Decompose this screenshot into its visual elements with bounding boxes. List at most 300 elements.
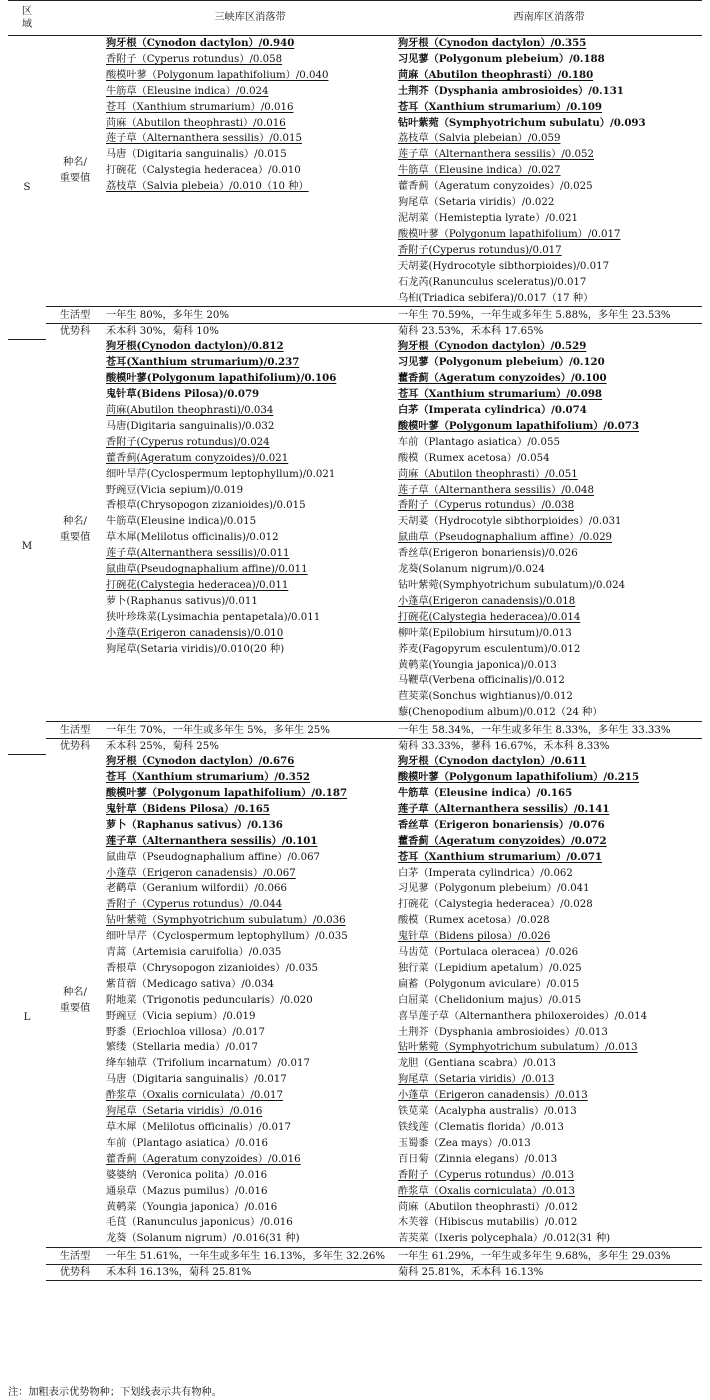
southwest-species-entry (398, 1056, 702, 1072)
southwest-species-entry (398, 451, 702, 467)
three-gorges-species-entry (106, 100, 396, 116)
species-entry-text: 细叶旱芹(Cyclospermum leptophyllum)/0.021 (106, 468, 336, 480)
species-entry-text: 狗牙根(Cynodon dactylon)/0.812 (106, 340, 284, 353)
table-header-row (8, 1, 702, 36)
species-entry-text: 荞麦(Fagopyrum esculentum)/0.012 (398, 643, 581, 655)
species-entry-text: 藿香蓟（Ageratum conyzoides）/0.100 (398, 372, 607, 385)
southwest-species-entry (398, 530, 702, 546)
three-gorges-species-entry (106, 1215, 396, 1231)
three-gorges-species-entry (106, 387, 396, 403)
southwest-species-entry (398, 658, 702, 674)
southwest-species-entry (398, 211, 702, 227)
three-gorges-species-entry (106, 786, 396, 802)
species-entry-text: 莲子草（Alternanthera sessilis）/0.101 (106, 834, 318, 847)
species-entry-text: 苘麻（Abutilon theophrasti）/0.051 (398, 468, 578, 480)
southwest-species-entry (398, 802, 702, 818)
southwest-species-entry (398, 945, 702, 961)
species-entry-text: 木芙蓉（Hibiscus mutabilis）/0.012 (398, 1217, 578, 1229)
species-entry-text: 狗尾草（Setaria viridis）/0.022 (398, 197, 555, 209)
species-entry-text: 车前（Plantago asiatica）/0.055 (398, 436, 560, 448)
species-entry-text: 习见蓼（Polygonum plebeium）/0.041 (398, 883, 590, 895)
species-entry-text: 萝卜(Raphanus sativus)/0.011 (106, 595, 258, 607)
southwest-species-entry (398, 897, 702, 913)
southwest-species-entry (398, 562, 702, 578)
southwest-species-entry (398, 1040, 702, 1056)
southwest-species-entry (398, 498, 702, 514)
three-gorges-species-entry (106, 451, 396, 467)
species-entry-text: 苘麻（Abutilon theophrasti）/0.180 (398, 68, 594, 81)
species-entry-text: 香丝草（Erigeron bonariensis）/0.076 (398, 818, 605, 831)
southwest-species-entry (398, 1009, 702, 1025)
southwest-species-entry (398, 483, 702, 499)
species-entry-text: 苦荬菜（Ixeris polycephala）/0.012(31 种) (398, 1233, 611, 1245)
species-entry-text: 白茅（Imperata cylindrica）/0.062 (398, 867, 573, 879)
southwest-species-entry (398, 850, 702, 866)
species-entry-text: 马唐（Digitaria sanguinalis）/0.017 (106, 1074, 287, 1086)
three-gorges-species-entry (106, 371, 396, 387)
region-header-text: 区 域 (21, 6, 33, 30)
species-entry-text: 莲子草（Alternanthera sessilis）/0.048 (398, 484, 594, 496)
species-entry-text: 莲子草（Alternanthera sessilis）/0.052 (398, 149, 594, 161)
three-gorges-species-entry (106, 1025, 396, 1041)
three-gorges-species-entry (106, 1231, 396, 1247)
species-entry-text: 酢浆草（Oxalis corniculata）/0.017 (106, 1090, 283, 1102)
three-gorges-species-entry (106, 339, 396, 355)
southwest-species-entry (398, 866, 702, 882)
species-entry-text: 土荆芥（Dysphania ambrosioides）/0.013 (398, 1026, 608, 1038)
three-gorges-species-entry (106, 514, 396, 530)
species-entry-text: 习见蓼（Polygonum plebeium）/0.120 (398, 356, 605, 369)
three-gorges-species-entry (106, 1184, 396, 1200)
species-label: 种名/ 重要值 (59, 986, 91, 1014)
zone-s-species-row (8, 36, 702, 307)
species-entry-text: 打碗花(Calystegia hederacea)/0.014 (398, 611, 581, 623)
southwest-species-entry (398, 1104, 702, 1120)
southwest-species-entry (398, 594, 702, 610)
three-gorges-species-entry (106, 562, 396, 578)
species-entry-text: 柳叶菜(Epilobium hirsutum)/0.013 (398, 627, 572, 639)
species-entry-text: 钻叶紫菀（Symphyotrichum subulatum）/0.013 (398, 1042, 638, 1054)
three-gorges-species-entry (106, 52, 396, 68)
species-entry-text: 酸模叶蓼（Polygonum lapathifolium）/0.017 (398, 228, 621, 240)
southwest-species-entry (398, 689, 702, 705)
southwest-species-entry (398, 275, 702, 291)
species-entry-text: 荔枝草（Salvia plebeia）/0.010（10 种） (106, 181, 309, 193)
three-gorges-species-entry (106, 770, 396, 786)
species-entry-text: 狗牙根（Cynodon dactylon）/0.529 (398, 340, 587, 353)
species-entry-text: 酸模叶蓼（Polygonum lapathifolium）/0.073 (398, 419, 640, 432)
three-gorges-species-entry (106, 530, 396, 546)
species-table-sheet (8, 0, 702, 1281)
zone-l-three-gorges-life-form: 一年生 51.61%，一年生或多年生 16.13%，多年生 32.26% (104, 1248, 396, 1265)
species-entry-text: 青蒿（Artemisia caruifolia）/0.035 (106, 947, 282, 959)
zone-m-life-form-row (8, 722, 702, 739)
southwest-species-entry (398, 419, 702, 435)
zone-l-species-row (8, 754, 702, 1248)
three-gorges-species-entry (106, 754, 396, 770)
life-form-label: 生活型 (46, 1248, 104, 1265)
species-entry-text: 野豌豆（Vicia sepium）/0.019 (106, 1010, 256, 1022)
three-gorges-species-entry (106, 1152, 396, 1168)
southwest-species-entry (398, 387, 702, 403)
southwest-species-entry (398, 610, 702, 626)
three-gorges-species-entry (106, 1136, 396, 1152)
species-entry-text: 百日菊（Zinnia elegans）/0.013 (398, 1153, 558, 1165)
species-entry-text: 荔枝草（Salvia plebeian）/0.059 (398, 133, 561, 145)
species-entry-text: 香根草(Chrysopogon zizanioides)/0.015 (106, 500, 306, 512)
southwest-species-entry (398, 100, 702, 116)
southwest-species-entry (398, 1231, 702, 1247)
southwest-species-entry (398, 116, 702, 132)
southwest-species-entry (398, 881, 702, 897)
species-entry-text: 野黍（Eriochloa villosa）/0.017 (106, 1026, 265, 1038)
southwest-species-entry (398, 913, 702, 929)
three-gorges-species-entry (106, 594, 396, 610)
species-entry-text: 藜(Chenopodium album)/0.012（24 种） (398, 707, 603, 719)
species-entry-text: 鬼针草（Bidens pilosa）/0.026 (398, 931, 551, 943)
three-gorges-species-entry (106, 913, 396, 929)
species-entry-text: 酢浆草（Oxalis corniculata）/0.013 (398, 1185, 575, 1197)
southwest-species-entry (398, 291, 702, 307)
southwest-species-entry (398, 1072, 702, 1088)
species-entry-text: 藿香蓟(Ageratum conyzoides)/0.021 (106, 452, 289, 464)
species-entry-text: 龙胆（Gentiana scabra）/0.013 (398, 1058, 556, 1070)
southwest-species-entry (398, 993, 702, 1009)
zone-l-southwest-dominant: 菊科 25.81%，禾本科 16.13% (396, 1265, 702, 1281)
three-gorges-species-entry (106, 945, 396, 961)
species-entry-text: 鬼针草(Bidens Pilosa)/0.079 (106, 388, 260, 401)
southwest-species-entry (398, 84, 702, 100)
species-entry-text: 酸模叶蓼（Polygonum lapathifolium）/0.215 (398, 771, 640, 784)
species-entry-text: 天胡荽（Hydrocotyle sibthorpioides）/0.031 (398, 516, 622, 528)
species-entry-text: 莲子草(Alternanthera sessilis)/0.011 (106, 548, 290, 560)
species-entry-text: 酸模（Rumex acetosa）/0.028 (398, 915, 550, 927)
southwest-species-entry (398, 355, 702, 371)
three-gorges-species-entry (106, 818, 396, 834)
species-entry-text: 白屈菜（Chelidonium majus）/0.015 (398, 994, 582, 1006)
species-entry-text: 玉蜀黍（Zea mays）/0.013 (398, 1137, 531, 1149)
three-gorges-species-entry (106, 866, 396, 882)
header-spacer (46, 1, 104, 36)
southwest-species-entry (398, 52, 702, 68)
species-entry-text: 小蓬草（Erigeron canadensis）/0.067 (106, 867, 296, 879)
species-entry-text: 酸模叶蓼(Polygonum lapathifolium)/0.106 (106, 372, 337, 385)
species-label: 种名/ 重要值 (59, 516, 91, 544)
species-entry-text: 小蓬草（Erigeron canadensis）/0.013 (398, 1090, 588, 1102)
region-header (8, 1, 46, 36)
southwest-species-entry (398, 1025, 702, 1041)
southwest-species-entry (398, 147, 702, 163)
southwest-species-entry (398, 1200, 702, 1216)
southwest-species-entry (398, 163, 702, 179)
three-gorges-species-entry (106, 626, 396, 642)
southwest-species-entry (398, 626, 702, 642)
species-entry-text: 狭叶珍珠菜(Lysimachia pentapetala)/0.011 (106, 611, 321, 623)
species-entry-text: 鼠曲草（Pseudognaphalium affine）/0.067 (106, 851, 321, 863)
species-entry-text: 莲子草（Alternanthera sessilis）/0.141 (398, 802, 610, 815)
southwest-species-entry (398, 1168, 702, 1184)
three-gorges-species-entry (106, 163, 396, 179)
species-table (8, 0, 702, 1281)
southwest-species-entry (398, 786, 702, 802)
species-entry-text: 铁线莲（Clematis florida）/0.013 (398, 1122, 564, 1133)
dominant-family-label: 优势科 (46, 739, 104, 755)
species-entry-text: 苍耳（Xanthium strumarium）/0.109 (398, 100, 603, 113)
species-entry-text: 苍耳（Xanthium strumarium）/0.352 (106, 771, 311, 784)
species-entry-text: 钻叶紫菀（Symphyotrichum subulatu）/0.093 (398, 116, 646, 129)
three-gorges-species-entry (106, 610, 396, 626)
species-entry-text: 天胡荽(Hydrocotyle sibthorpioides)/0.017 (398, 260, 610, 272)
zone-l-three-gorges-dominant: 禾本科 16.13%，菊科 25.81% (104, 1265, 396, 1281)
three-gorges-species-entry (106, 498, 396, 514)
species-entry-text: 苘麻（Abutilon theophrasti）/0.016 (106, 117, 286, 129)
zone-l-southwest-species (396, 754, 702, 1248)
three-gorges-species-entry (106, 131, 396, 147)
zone-m-three-gorges-life-form: 一年生 70%，一年生或多年生 5%，多年生 25% (104, 722, 396, 739)
southwest-species-entry (398, 578, 702, 594)
species-entry-text: 藿香蓟（Ageratum conyzoides）/0.025 (398, 181, 593, 193)
species-entry-text: 鬼针草（Bidens Pilosa）/0.165 (106, 802, 270, 815)
southwest-species-entry (398, 243, 702, 259)
southwest-species-entry (398, 705, 702, 721)
three-gorges-species-entry (106, 483, 396, 499)
species-entry-text: 白茅（Imperata cylindrica）/0.074 (398, 404, 587, 417)
three-gorges-species-entry (106, 578, 396, 594)
southwest-species-entry (398, 673, 702, 689)
species-entry-text: 牛筋草（Eleusine indica）/0.027 (398, 165, 561, 177)
column-header-southwest: 西南库区消落带 (396, 1, 702, 36)
zone-label-s: S (23, 181, 31, 193)
three-gorges-species-entry (106, 419, 396, 435)
three-gorges-species-entry (106, 929, 396, 945)
southwest-species-entry (398, 68, 702, 84)
southwest-species-entry (398, 36, 702, 52)
three-gorges-species-entry (106, 802, 396, 818)
species-entry-text: 苍耳（Xanthium strumarium）/0.016 (106, 101, 294, 113)
species-entry-text: 鼠曲草(Pseudognaphalium affine)/0.011 (106, 564, 308, 576)
life-form-label: 生活型 (46, 722, 104, 739)
species-entry-text: 龙葵（Solanum nigrum）/0.016(31 种) (106, 1233, 300, 1245)
southwest-species-entry (398, 1088, 702, 1104)
species-entry-text: 香根草（Chrysopogon zizanioides）/0.035 (106, 962, 319, 974)
species-entry-text: 酸模叶蓼（Polygonum lapathifolium）/0.040 (106, 69, 329, 81)
species-entry-text: 细叶旱芹（Cyclospermum leptophyllum）/0.035 (106, 931, 348, 943)
southwest-species-entry (398, 179, 702, 195)
species-entry-text: 草木犀（Melilotus officinalis）/0.017 (106, 1122, 291, 1133)
zone-s-southwest-life-form: 一年生 70.59%，一年生或多年生 5.88%，多年生 23.53% (396, 307, 702, 324)
zone-m-southwest-dominant: 菊科 33.33%，蓼科 16.67%，禾本科 8.33% (396, 739, 702, 755)
species-entry-text: 通泉草（Mazus pumilus）/0.016 (106, 1185, 268, 1197)
species-entry-text: 马唐（Digitaria sanguinalis）/0.015 (106, 149, 287, 161)
three-gorges-species-entry (106, 116, 396, 132)
species-entry-text: 香丝草(Erigeron bonariensis)/0.026 (398, 548, 578, 560)
species-entry-text: 附地菜（Trigonotis peduncularis）/0.020 (106, 994, 313, 1006)
species-entry-text: 打碗花(Calystegia hederacea)/0.011 (106, 580, 289, 591)
zone-m-dominant-family-row (8, 739, 702, 755)
three-gorges-species-entry (106, 1168, 396, 1184)
three-gorges-species-entry (106, 850, 396, 866)
southwest-species-entry (398, 371, 702, 387)
zone-l-southwest-life-form: 一年生 61.29%，一年生或多年生 9.68%，多年生 29.03% (396, 1248, 702, 1265)
life-form-label: 生活型 (46, 307, 104, 324)
southwest-species-entry (398, 1120, 702, 1136)
species-entry-text: 野豌豆(Vicia sepium)/0.019 (106, 484, 244, 496)
species-entry-text: 莲子草（Alternanthera sessilis）/0.015 (106, 133, 302, 145)
three-gorges-species-entry (106, 1104, 396, 1120)
zone-m-three-gorges-species (104, 339, 396, 721)
zone-label-l: L (8, 754, 46, 1281)
three-gorges-species-entry (106, 1088, 396, 1104)
species-entry-text: 龙葵(Solanum nigrum)/0.024 (398, 564, 545, 576)
species-entry-text: 香附子(Cyperus rotundus)/0.024 (106, 436, 270, 448)
southwest-species-entry (398, 642, 702, 658)
three-gorges-species-entry (106, 1009, 396, 1025)
species-entry-text: 苍耳（Xanthium strumarium）/0.098 (398, 388, 603, 401)
species-entry-text: 泥胡菜（Hemisteptia lyrate）/0.021 (398, 212, 578, 224)
three-gorges-species-entry (106, 1120, 396, 1136)
species-entry-text: 藿香蓟（Ageratum conyzoides）/0.072 (398, 834, 607, 847)
species-entry-text: 苍耳(Xanthium strumarium)/0.237 (106, 356, 300, 369)
species-entry-text: 钻叶紫菀(Symphyotrichum subulatum)/0.024 (398, 580, 626, 591)
zone-s-southwest-dominant: 菊科 23.53%，禾本科 17.65% (396, 324, 702, 340)
species-entry-text: 酸模叶蓼（Polygonum lapathifolium）/0.187 (106, 786, 348, 799)
southwest-species-entry (398, 818, 702, 834)
southwest-species-entry (398, 977, 702, 993)
zone-m-three-gorges-dominant: 禾本科 25%，菊科 25% (104, 739, 396, 755)
southwest-species-entry (398, 259, 702, 275)
species-entry-text: 喜旱莲子草（Alternanthera philoxeroides）/0.014 (398, 1010, 648, 1022)
three-gorges-species-entry (106, 179, 396, 195)
southwest-species-entry (398, 514, 702, 530)
species-entry-text: 繁缕（Stellaria media）/0.017 (106, 1042, 259, 1054)
species-entry-text: 牛筋草（Eleusine indica）/0.165 (398, 786, 573, 799)
table-footnote: 注：加粗表示优势物种；下划线表示共有物种。 (8, 1387, 222, 1398)
column-header-three-gorges: 三峡库区消落带 (104, 1, 396, 36)
zone-l-three-gorges-species (104, 754, 396, 1248)
species-entry-text: 扁蓄（Polygonum aviculare）/0.015 (398, 978, 580, 990)
three-gorges-species-entry (106, 993, 396, 1009)
species-entry-text: 婆婆纳（Veronica polita）/0.016 (106, 1169, 268, 1181)
zone-s-southwest-species (396, 36, 702, 307)
southwest-species-entry (398, 227, 702, 243)
southwest-species-entry (398, 834, 702, 850)
species-entry-text: 黄鹌菜（Youngia japonica）/0.016 (106, 1201, 278, 1213)
species-entry-text: 打碗花（Calystegia hederacea）/0.028 (398, 899, 593, 911)
species-entry-text: 绛车轴草（Trifolium incarnatum）/0.017 (106, 1058, 310, 1070)
species-entry-text: 马唐(Digitaria sanguinalis)/0.032 (106, 420, 275, 432)
southwest-species-entry (398, 1184, 702, 1200)
zone-l-dominant-family-row (8, 1265, 702, 1281)
three-gorges-species-entry (106, 546, 396, 562)
southwest-species-entry (398, 131, 702, 147)
three-gorges-species-entry (106, 355, 396, 371)
dominant-family-label: 优势科 (46, 324, 104, 340)
southwest-species-entry (398, 195, 702, 211)
zone-s-three-gorges-dominant: 禾本科 30%，菊科 10% (104, 324, 396, 340)
zone-l-life-form-row (8, 1248, 702, 1265)
zone-m-southwest-species (396, 339, 702, 721)
southwest-species-entry (398, 929, 702, 945)
species-entry-text: 小蓬草(Erigeron canadensis)/0.010 (106, 627, 284, 639)
species-entry-text: 狗尾草（Setaria viridis）/0.016 (106, 1106, 263, 1118)
species-entry-text: 香附子（Cyperus rotundus）/0.058 (106, 53, 283, 65)
southwest-species-entry (398, 1136, 702, 1152)
southwest-species-entry (398, 403, 702, 419)
three-gorges-species-entry (106, 961, 396, 977)
species-entry-text: 铁苋菜（Acalypha australis）/0.013 (398, 1106, 577, 1118)
species-entry-text: 苍耳（Xanthium strumarium）/0.071 (398, 850, 603, 863)
southwest-species-entry (398, 546, 702, 562)
southwest-species-entry (398, 754, 702, 770)
species-entry-text: 牛筋草(Eleusine indica)/0.015 (106, 516, 257, 528)
species-entry-text: 香附子（Cyperus rotundus）/0.013 (398, 1169, 575, 1181)
three-gorges-species-entry (106, 467, 396, 483)
species-entry-text: 石龙芮(Ranunculus sceleratus)/0.017 (398, 276, 587, 288)
three-gorges-species-entry (106, 881, 396, 897)
species-entry-text: 老鹳草（Geranium wilfordii）/0.066 (106, 883, 287, 895)
species-entry-text: 狗牙根（Cynodon dactylon）/0.355 (398, 37, 587, 49)
southwest-species-entry (398, 339, 702, 355)
species-entry-text: 苘麻(Abutilon theophrasti)/0.034 (106, 405, 274, 417)
species-entry-text: 酸模（Rumex acetosa）/0.054 (398, 452, 550, 464)
zone-m-species-row (8, 339, 702, 721)
species-entry-text: 毛茛（Ranunculus japonicus）/0.016 (106, 1217, 293, 1229)
species-entry-text: 狗牙根（Cynodon dactylon）/0.611 (398, 755, 587, 768)
species-entry-text: 黄鹌菜(Youngia japonica)/0.013 (398, 659, 557, 671)
three-gorges-species-entry (106, 977, 396, 993)
southwest-species-entry (398, 467, 702, 483)
species-entry-text: 香附子(Cyperus rotundus)/0.017 (398, 244, 562, 256)
three-gorges-species-entry (106, 834, 396, 850)
three-gorges-species-entry (106, 403, 396, 419)
species-entry-text: 狗尾草(Setaria viridis)/0.010(20 种) (106, 643, 285, 655)
species-entry-text: 狗牙根（Cynodon dactylon）/0.940 (106, 37, 295, 49)
species-entry-text: 马齿苋（Portulaca oleracea）/0.026 (398, 947, 579, 959)
species-entry-text: 狗牙根（Cynodon dactylon）/0.676 (106, 755, 295, 768)
species-entry-text: 狗尾草（Setaria viridis）/0.013 (398, 1074, 555, 1086)
three-gorges-species-entry (106, 1200, 396, 1216)
dominant-family-label: 优势科 (46, 1265, 104, 1281)
three-gorges-species-entry (106, 897, 396, 913)
zone-m-southwest-life-form: 一年生 58.34%，一年生或多年生 8.33%，多年生 33.33% (396, 722, 702, 739)
species-entry-text: 车前（Plantago asiatica）/0.016 (106, 1137, 268, 1149)
southwest-species-entry (398, 435, 702, 451)
species-entry-text: 苘麻（Abutilon theophrasti）/0.012 (398, 1201, 578, 1213)
species-entry-text: 香附子（Cyperus rotundus）/0.038 (398, 500, 575, 512)
three-gorges-species-entry (106, 1056, 396, 1072)
species-entry-text: 牛筋草（Eleusine indica）/0.024 (106, 85, 269, 97)
species-entry-text: 香附子（Cyperus rotundus）/0.044 (106, 899, 283, 911)
species-entry-text: 钻叶紫菀（Symphyotrichum subulatum）/0.036 (106, 915, 346, 927)
zone-s-dominant-family-row (8, 324, 702, 340)
species-label: 种名/ 重要值 (59, 157, 91, 185)
zone-s-life-form-row (8, 307, 702, 324)
three-gorges-species-entry (106, 1072, 396, 1088)
three-gorges-species-entry (106, 68, 396, 84)
southwest-species-entry (398, 1215, 702, 1231)
zone-label-m: M (8, 339, 46, 754)
species-entry-text: 萝卜（Raphanus sativus）/0.136 (106, 818, 283, 831)
species-entry-text: 乌桕(Triadica sebifera)/0.017（17 种） (398, 292, 594, 304)
species-entry-text: 鼠曲草（Pseudognaphalium affine）/0.029 (398, 532, 613, 544)
species-entry-text: 草木犀(Melilotus officinalis)/0.012 (106, 532, 279, 544)
species-entry-text: 打碗花（Calystegia hederacea）/0.010 (106, 165, 301, 177)
southwest-species-entry (398, 770, 702, 786)
species-entry-text: 马鞭草(Verbena officinalis)/0.012 (398, 675, 565, 687)
zone-s-three-gorges-species (104, 36, 396, 307)
three-gorges-species-entry (106, 147, 396, 163)
three-gorges-species-entry (106, 1040, 396, 1056)
